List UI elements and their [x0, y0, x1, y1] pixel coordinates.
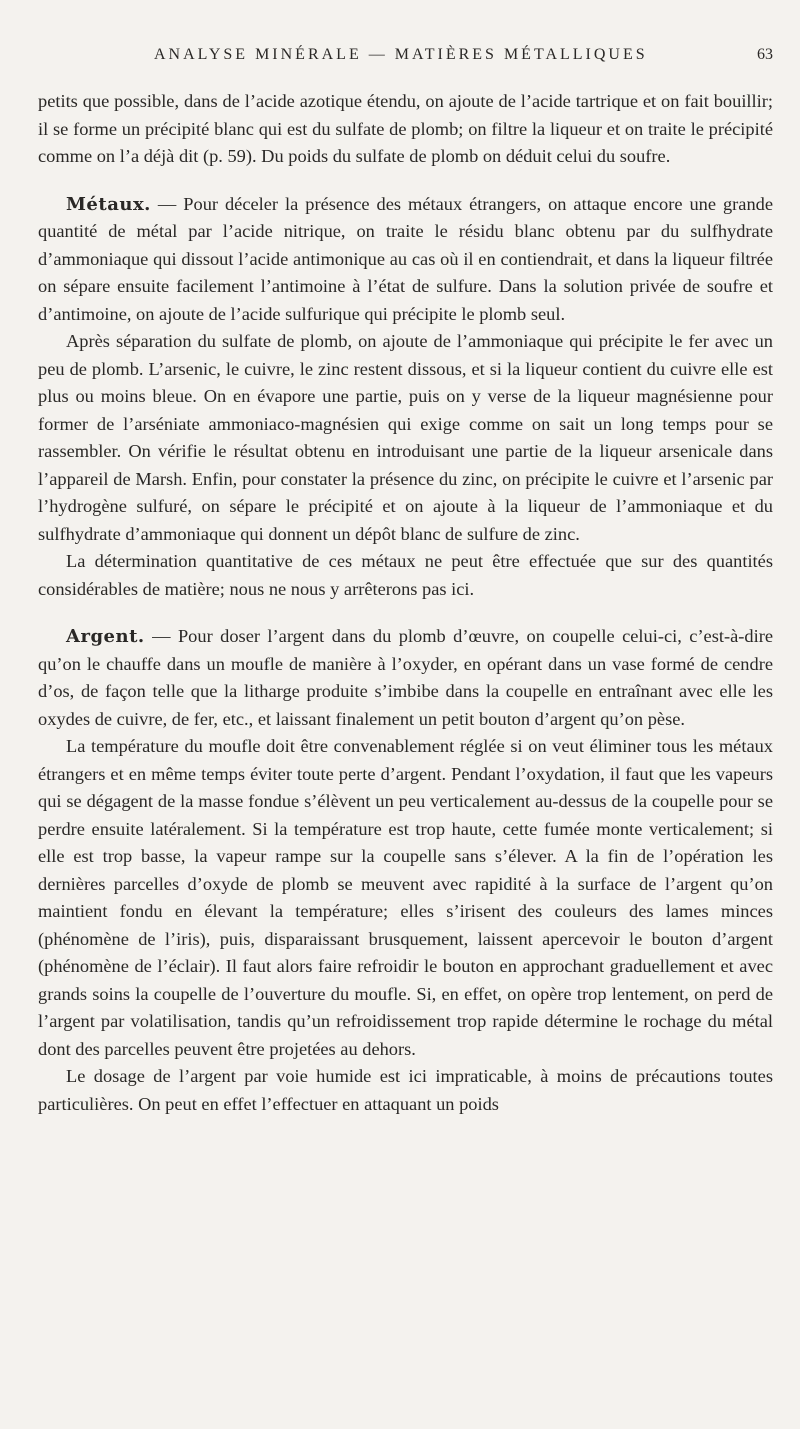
section-heading-argent: Argent. — [66, 626, 145, 647]
paragraph-argent — [38, 623, 773, 733]
paragraph-text: — Pour déceler la présence des métaux étrangers, on attaque encore une grande quantité de métal par l’acide nitrique, on traite le résidu blanc obtenu par du sulfhydrate d’ammoniaque qui dissout l’acide antimonique au cas où il en contiendrait, et dans la liqueur filtrée on sépare ensuite facilement l’antimoine à l’état de sulfure. Dans la solution privée de soufre et d’antimoine, on ajoute de l’acide sulfurique qui précipite le plomb seul. — [38, 193, 773, 324]
body-text — [38, 88, 773, 1118]
paragraph-temperature — [38, 733, 773, 1063]
paragraph-text: La détermination quantitative de ces métaux ne peut être effectuée que sur des quantités considérables de matière; nous ne nous y arrêterons pas ici. — [38, 551, 773, 599]
running-title: ANALYSE MINÉRALE — MATIÈRES MÉTALLIQUES — [154, 46, 648, 63]
section-heading-metaux: Métaux. — [66, 193, 151, 215]
paragraph-text: Le dosage de l’argent par voie humide est ici impraticable, à moins de précautions toutes particulières. On peut en effet l’effectuer en attaquant un poids — [38, 1066, 773, 1114]
paragraph-separation — [38, 328, 773, 548]
running-head — [38, 46, 773, 72]
paragraph-metaux — [38, 191, 773, 329]
paragraph-text: La température du moufle doit être convenablement réglée si on veut éliminer tous les métaux étrangers et en même temps éviter toute perte d’argent. Pendant l’oxydation, il faut que les vapeurs qui se dégagent de la masse fondue s’élèvent un peu verticalement au-dessus de la coupelle pour se perdre ensuite latéralement. Si la température est trop haute, cette fumée monte verticalement; si elle est trop basse, la vapeur rampe sur la coupelle sans s’élever. A la fin de l’opération les dernières parcelles d’oxyde de plomb se meuvent avec rapidité à la surface de l’argent qu’on maintient fondu en élevant la température; elles s’irisent des couleurs des lames minces (phénomène de l’iris), puis, disparaissant brusquement, laissent apercevoir le bouton d’argent (phénomène de l’éclair). Il faut alors faire refroidir le bouton en approchant graduellement et avec grands soins la coupelle de l’ouverture du moufle. Si, en effet, on opère trop lentement, on perd de l’argent par volatilisation, tandis qu’un refroidissement trop rapide détermine le rochage du métal dont des parcelles peuvent être projetées au dehors. — [38, 736, 773, 1059]
paragraph-sulfur-end — [38, 88, 773, 171]
paragraph-determination — [38, 548, 773, 603]
page-number: 63 — [757, 46, 773, 63]
paragraph-text: petits que possible, dans de l’acide azotique étendu, on ajoute de l’acide tartrique et on fait bouillir; il se forme un précipité blanc qui est du sulfate de plomb; on filtre la liqueur et on traite le précipité comme on l’a déjà dit (p. 59). Du poids du sulfate de plomb on déduit celui du soufre. — [38, 91, 773, 166]
paragraph-text: — Pour doser l’argent dans du plomb d’œuvre, on coupelle celui-ci, c’est-à-dire qu’on le chauffe dans un moufle de manière à l’oxyder, en opérant dans un vase formé de cendre d’os, de façon telle que la litharge produite s’imbibe dans la coupelle en entraînant avec elle les oxydes de cuivre, de fer, etc., et laissant finalement un petit bouton d’argent qu’on pèse. — [38, 626, 773, 729]
paragraph-dosage — [38, 1063, 773, 1118]
paragraph-text: Après séparation du sulfate de plomb, on ajoute de l’ammoniaque qui précipite le fer avec un peu de plomb. L’arsenic, le cuivre, le zinc restent dissous, et si la liqueur contient du cuivre elle est plus ou moins bleue. On en évapore une partie, puis on y verse de la liqueur magnésienne pour former de l’arséniate ammoniaco-magnésien qui exige comme on sait un long temps pour se rassembler. On vérifie le résultat obtenu en introduisant une partie de la liqueur arsenicale dans l’appareil de Marsh. Enfin, pour constater la présence du zinc, on précipite le cuivre et l’arsenic par l’hydrogène sulfuré, on sépare le précipité et on ajoute à la liqueur de l’ammoniaque et du sulfhydrate d’ammoniaque qui donnent un dépôt blanc de sulfure de zinc. — [38, 331, 773, 544]
